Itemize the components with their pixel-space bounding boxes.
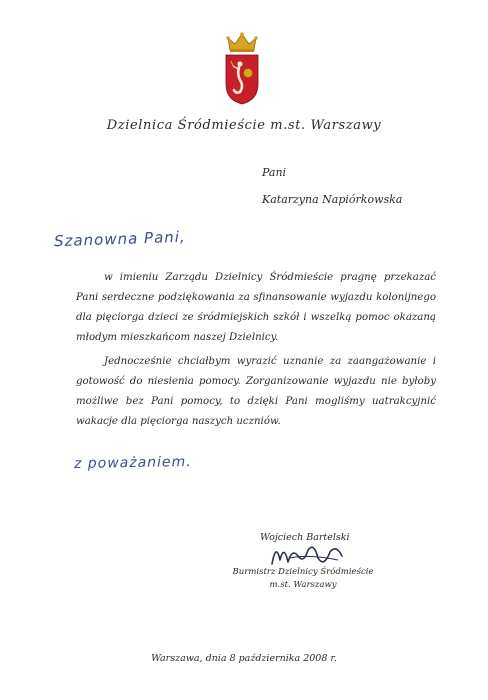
signatory-name: Wojciech Bartelski (260, 532, 350, 543)
recipient-salutation: Pani (262, 166, 287, 179)
letter-paragraph-1: w imieniu Zarządu Dzielnicy Śródmieście pragnę przekazać Pani serdeczne podziękowania za sfinansowanie wyjazdu kolonijnego dla pięciorga dzieci ze śródmiejskich szkół i wszelką pomoc okazaną młodym mieszkańcom naszej Dzielnicy. (76, 272, 436, 344)
warsaw-coat-of-arms-icon (220, 28, 264, 106)
letter-paragraph-2: Jednocześnie chciałbym wyrazić uznanie za zaangażowanie i gotowość do niesienia pomocy. Zorganizowanie wyjazdu nie byłoby możliwe bez Pani pomocy, to dzięki Pani mogliśmy uatrakcyjnić wakacje dla pięciorga naszych uczniów. (76, 356, 436, 428)
organization-heading: Dzielnica Śródmieście m.st. Warszawy (106, 118, 382, 133)
handwritten-greeting: Szanowna Pani, (53, 227, 186, 251)
handwritten-closing: z poważaniem. (73, 453, 192, 473)
place-and-date: Warszawa, dnia 8 października 2008 r. (151, 653, 337, 664)
signatory-role-line-1: Burmistrz Dzielnicy Śródmieście (232, 567, 374, 577)
signatory-role (228, 566, 378, 592)
recipient-name: Katarzyna Napiórkowska (262, 193, 403, 206)
signatory-role-line-2: m.st. Warszawy (269, 580, 337, 590)
